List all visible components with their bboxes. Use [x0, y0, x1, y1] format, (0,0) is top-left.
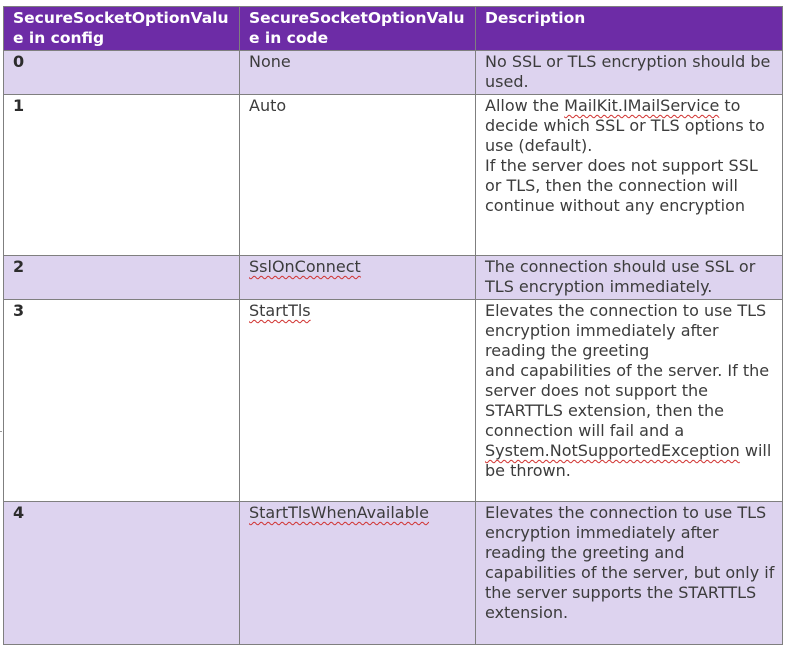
description-text: will be thrown.	[485, 441, 772, 480]
description-text: If the server does not support SSL or TLS, then the connection will continue without any encryption	[485, 156, 758, 215]
header-code-value: SecureSocketOptionValu e in code	[240, 7, 476, 51]
code-value-text: SslOnConnect	[249, 257, 361, 276]
code-value-text: StartTls	[249, 301, 311, 320]
page-edge-mark	[0, 431, 2, 432]
description-text: No SSL or TLS encryption should be used.	[485, 52, 771, 91]
code-value-cell	[240, 256, 476, 300]
code-value-text: Auto	[249, 96, 287, 115]
description-text: to decide which SSL or TLS options to use (default).	[485, 96, 765, 155]
table-row	[4, 51, 783, 95]
config-value-cell: 1	[4, 95, 240, 256]
description-text: Elevates the connection to use TLS encryption immediately after reading the greeting and capabilities of the server, but only if the server supports the STARTTLS extension.	[485, 503, 775, 622]
header-description: Description	[476, 7, 783, 51]
description-cell	[476, 502, 783, 645]
description-cell	[476, 300, 783, 502]
class-name-reference: System.NotSupportedException	[485, 441, 740, 460]
table-row	[4, 95, 783, 256]
config-value-cell: 3	[4, 300, 240, 502]
code-value-text: StartTlsWhenAvailable	[249, 503, 430, 522]
code-value-cell	[240, 95, 476, 256]
header-config-value: SecureSocketOptionValu e in config	[4, 7, 240, 51]
class-name-reference: MailKit.IMailService	[564, 96, 720, 115]
code-value-cell	[240, 502, 476, 645]
description-text: Elevates the connection to use TLS encryption immediately after reading the greeting	[485, 301, 767, 360]
code-value-text: None	[249, 52, 291, 71]
table-row	[4, 502, 783, 645]
description-text: The connection should use SSL or TLS encryption immediately.	[485, 257, 756, 296]
description-cell	[476, 95, 783, 256]
config-value-cell: 4	[4, 502, 240, 645]
config-value-cell: 0	[4, 51, 240, 95]
description-cell	[476, 256, 783, 300]
config-value-cell: 2	[4, 256, 240, 300]
table-header-row	[4, 7, 783, 51]
code-value-cell	[240, 300, 476, 502]
code-value-cell	[240, 51, 476, 95]
table-row	[4, 256, 783, 300]
description-text: and capabilities of the server. If the server does not support the STARTTLS extension, then the connection will fail and a	[485, 361, 770, 440]
secure-socket-options-table	[3, 6, 783, 645]
description-cell	[476, 51, 783, 95]
table-row	[4, 300, 783, 502]
description-text: Allow the	[485, 96, 565, 115]
